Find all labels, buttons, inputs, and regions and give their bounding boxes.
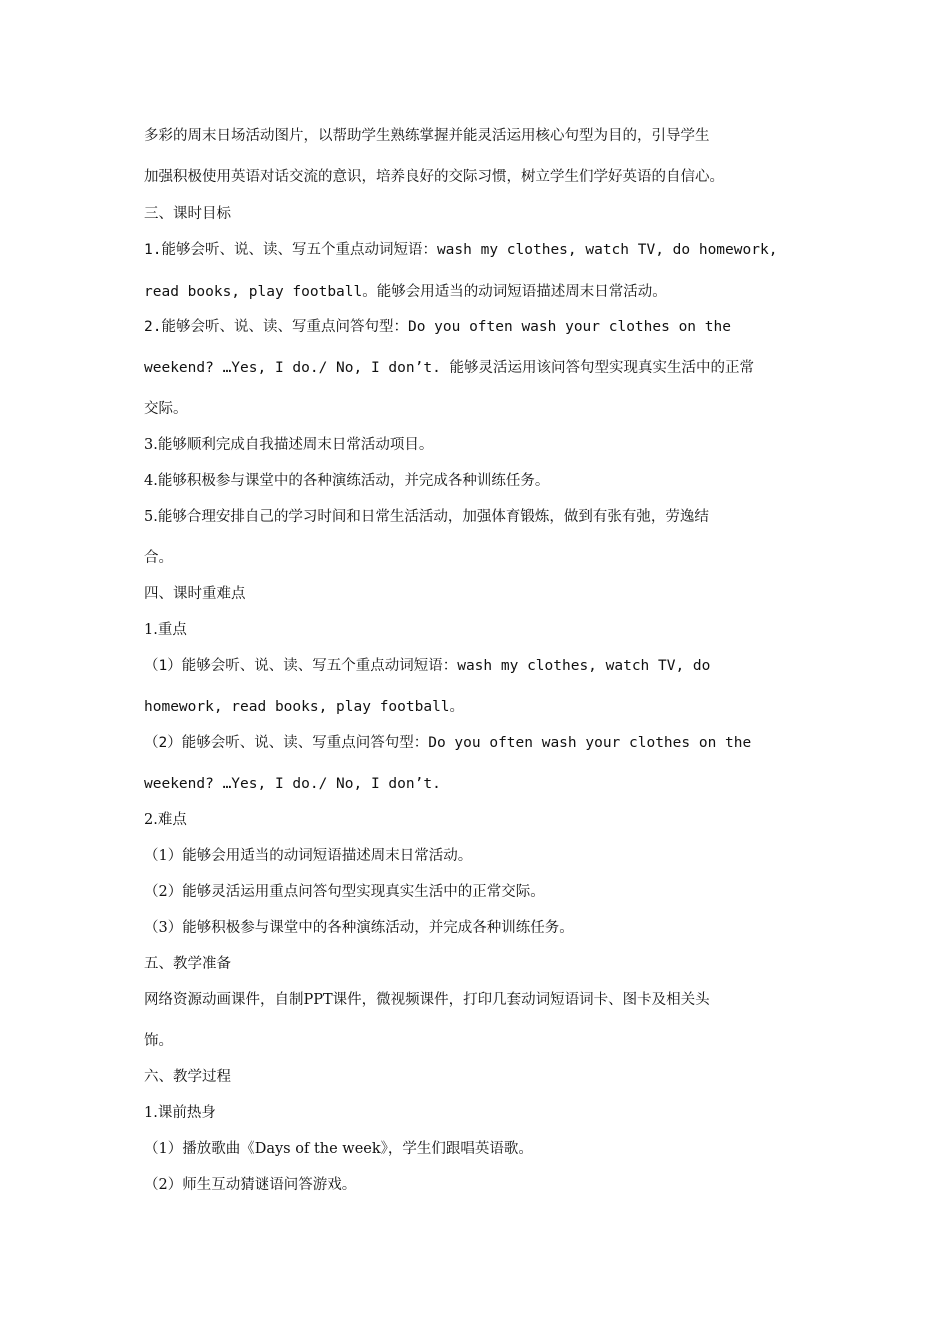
difficult-3: （3）能够积极参与课堂中的各种演练活动，并完成各种训练任务。 (144, 920, 574, 936)
objective-1-line-2: read books, play football。能够会用适当的动词短语描述周末日常活动。 (144, 284, 667, 300)
difficult-2: （2）能够灵活运用重点问答句型实现真实生活中的正常交际。 (144, 884, 545, 900)
para-line-intro-2: 加强积极使用英语对话交流的意识，培养良好的交际习惯，树立学生们学好英语的自信心。 (144, 169, 724, 185)
preparation-line-2: 饰。 (144, 1033, 173, 1049)
objective-5-line-1: 5.能够合理安排自己的学习时间和日常生活活动，加强体育锻炼，做到有张有弛，劳逸结 (144, 509, 709, 525)
section-heading-key-points: 四、课时重难点 (144, 586, 246, 602)
section-heading-preparation: 五、教学准备 (144, 956, 231, 972)
objective-1-line-1: 1.能够会听、说、读、写五个重点动词短语：wash my clothes, watch TV, do homework, (144, 242, 778, 258)
section-heading-objectives: 三、课时目标 (144, 206, 231, 222)
key-2-line-2: weekend? …Yes, I do./ No, I don’t. (144, 776, 441, 792)
warmup-2: （2）师生互动猜谜语问答游戏。 (144, 1177, 357, 1193)
para-line-intro-1: 多彩的周末日场活动图片，以帮助学生熟练掌握并能灵活运用核心句型为目的，引导学生 (144, 128, 710, 144)
preparation-line-1: 网络资源动画课件，自制PPT课件，微视频课件，打印几套动词短语词卡、图卡及相关头 (144, 992, 710, 1008)
key-1-line-2: homework, read books, play football。 (144, 699, 465, 715)
objective-2-line-1: 2.能够会听、说、读、写重点问答句型：Do you often wash your clothes on the (144, 319, 731, 335)
subheading-difficult: 2.难点 (144, 812, 187, 828)
objective-5-line-2: 合。 (144, 550, 173, 566)
objective-2-line-2: weekend? …Yes, I do./ No, I don’t. 能够灵活运用该问答句型实现真实生活中的正常 (144, 360, 755, 376)
difficult-1: （1）能够会用适当的动词短语描述周末日常活动。 (144, 848, 473, 864)
subheading-key: 1.重点 (144, 622, 187, 638)
objective-4: 4.能够积极参与课堂中的各种演练活动，并完成各种训练任务。 (144, 473, 550, 489)
warmup-1: （1）播放歌曲《Days of the week》，学生们跟唱英语歌。 (144, 1141, 533, 1157)
subheading-warmup: 1.课前热身 (144, 1105, 216, 1121)
section-heading-process: 六、教学过程 (144, 1069, 231, 1085)
key-1-line-1: （1）能够会听、说、读、写五个重点动词短语：wash my clothes, watch TV, do (144, 658, 711, 674)
objective-2-line-3: 交际。 (144, 401, 188, 417)
objective-3: 3.能够顺利完成自我描述周末日常活动项目。 (144, 437, 434, 453)
key-2-line-1: （2）能够会听、说、读、写重点问答句型：Do you often wash your clothes on the (144, 735, 752, 751)
